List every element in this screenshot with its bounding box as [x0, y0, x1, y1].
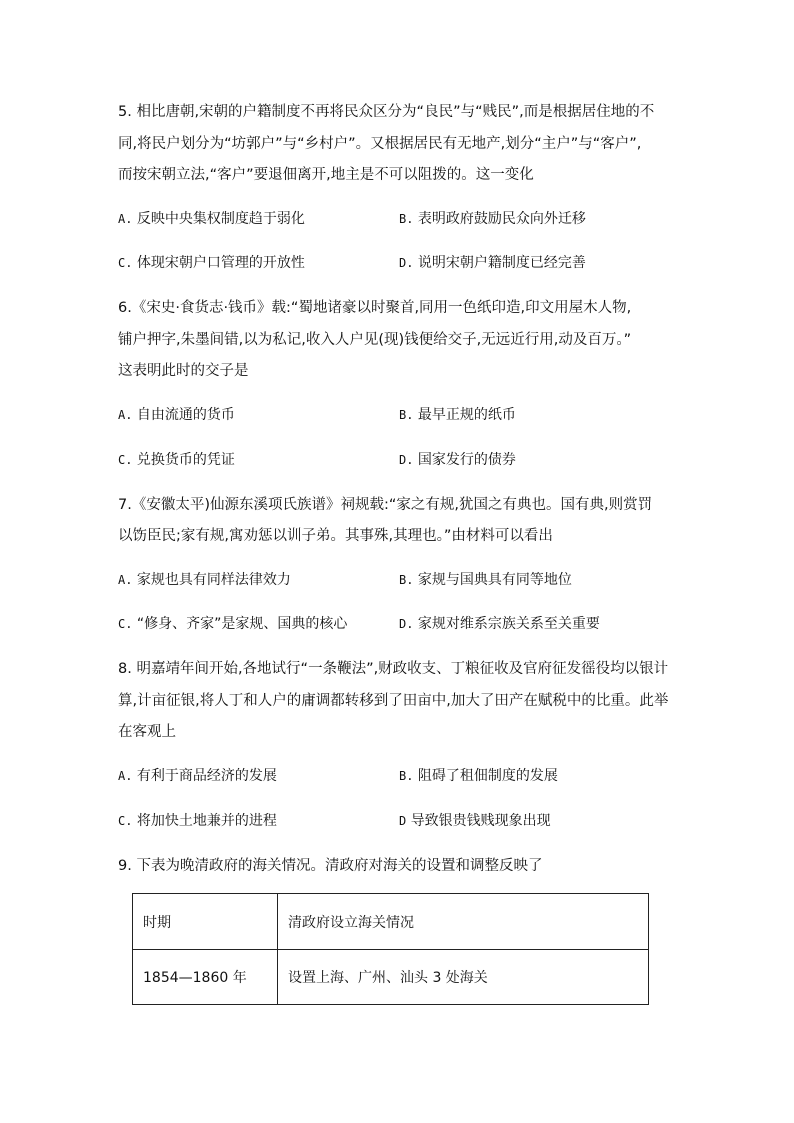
q7-option-c: C. “修身、齐家”是家规、国典的核心	[118, 616, 348, 632]
q7-option-b: B. 家规与国典具有同等地位	[399, 572, 572, 588]
q6-option-b: B. 最早正规的纸币	[399, 407, 516, 423]
q5-line-2: 同,将民户划分为“坊郭户”与“乡村户”。又根据居民有无地产,划分“主户”与“客户”,	[118, 136, 642, 152]
q5-option-c: C. 体现宋朝户口管理的开放性	[118, 255, 305, 271]
q5-line-1: 5. 相比唐朝,宋朝的户籍制度不再将民众区分为“良民”与“贱民”,而是根据居住地的不	[118, 104, 655, 120]
table-header-row	[133, 894, 649, 950]
q5-option-a: A. 反映中央集权制度趋于弱化	[118, 211, 305, 227]
table-cell-period: 1854—1860 年	[133, 950, 278, 1005]
q7-line-2: 以饬臣民;家有规,寓劝惩以训子弟。其事殊,其理也。”由材料可以看出	[118, 528, 553, 544]
q7-line-1: 7.《安徽太平)仙源东溪项氏族谱》祠规载:“家之有规,犹国之有典也。国有典,则赏罚	[118, 497, 653, 513]
customs-table	[132, 893, 649, 1005]
q7-option-d: D. 家规对维系宗族关系至关重要	[399, 616, 600, 632]
q8-line-1: 8. 明嘉靖年间开始,各地试行“一条鞭法”,财政收支、丁粮征收及官府征发徭役均以银计	[118, 661, 669, 677]
q6-option-c: C. 兑换货币的凭证	[118, 452, 235, 468]
q8-line-3: 在客观上	[118, 724, 176, 740]
q6-option-d: D. 国家发行的债券	[399, 452, 516, 468]
q6-option-a: A. 自由流通的货币	[118, 407, 235, 423]
table-cell-customs: 设置上海、广州、汕头 3 处海关	[278, 950, 649, 1005]
q7-option-a: A. 家规也具有同样法律效力	[118, 572, 291, 588]
q6-line-3: 这表明此时的交子是	[118, 363, 249, 379]
table-row	[133, 950, 649, 1005]
q8-option-b: B. 阻碍了租佃制度的发展	[399, 768, 558, 784]
q8-option-a: A. 有利于商品经济的发展	[118, 768, 277, 784]
q5-option-b: B. 表明政府鼓励民众向外迁移	[399, 211, 586, 227]
q8-line-2: 算,计亩征银,将人丁和人户的庸调都转移到了田亩中,加大了田产在赋税中的比重。此举	[118, 693, 669, 709]
q6-line-1: 6.《宋史·食货志·钱币》载:“蜀地诸豪以时聚首,同用一色纸印造,印文用屋木人物,	[118, 300, 632, 316]
q9-line-1: 9. 下表为晚清政府的海关情况。清政府对海关的设置和调整反映了	[118, 858, 543, 874]
q6-line-2: 铺户押字,朱墨间错,以为私记,收入人户见(现)钱便给交子,无远近行用,动及百万。”	[118, 332, 632, 348]
q8-option-d: D 导致银贵钱贱现象出现	[399, 813, 551, 829]
q5-option-d: D. 说明宋朝户籍制度已经完善	[399, 255, 586, 271]
table-header-period: 时期	[133, 894, 278, 950]
q5-line-3: 而按宋朝立法,“客户”要退佃离开,地主是不可以阻拨的。这一变化	[118, 167, 534, 183]
table-header-customs: 清政府设立海关情况	[278, 894, 649, 950]
q8-option-c: C. 将加快土地兼并的进程	[118, 813, 277, 829]
